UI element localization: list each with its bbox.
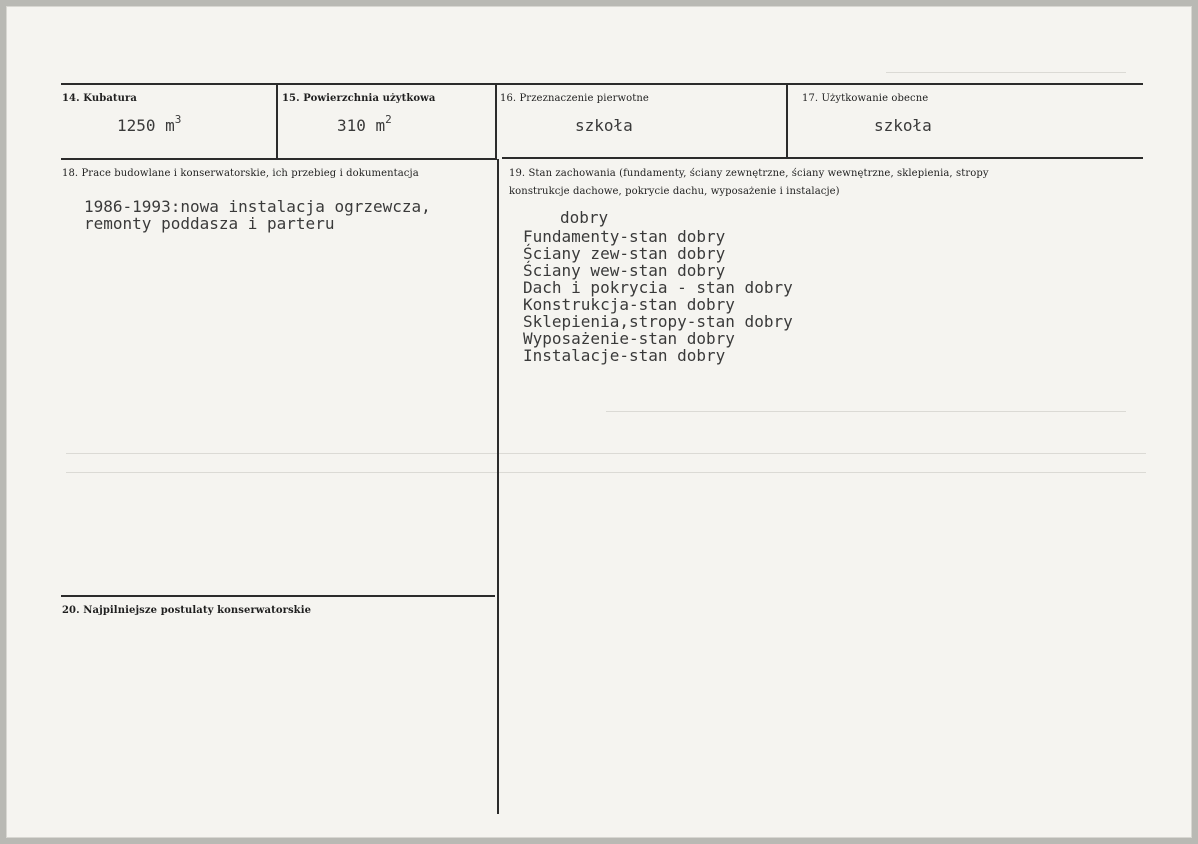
show-through-line bbox=[606, 411, 1126, 412]
field-19-line-3: Ściany wew-stan dobry bbox=[523, 261, 726, 280]
field-19-line-6: Sklepienia,stropy-stan dobry bbox=[523, 312, 793, 331]
field-17-value: szkoła bbox=[874, 116, 932, 135]
field-19-label-line-1: 19. Stan zachowania (fundamenty, ściany zewnętrzne, ściany wewnętrzne, sklepienia, stropy bbox=[509, 168, 989, 179]
field-20-label: 20. Najpilniejsze postulaty konserwatorskie bbox=[62, 605, 312, 616]
field-17-label: 17. Użytkowanie obecne bbox=[802, 93, 929, 104]
field-19-line-1: Fundamenty-stan dobry bbox=[523, 227, 726, 246]
field-18-label: 18. Prace budowlane i konserwatorskie, ich przebieg i dokumentacja bbox=[62, 168, 419, 179]
field-19-line-4: Dach i pokrycia - stan dobry bbox=[523, 278, 793, 297]
row1-divider-1 bbox=[276, 83, 278, 159]
field-15-label: 15. Powierzchnia użytkowa bbox=[282, 93, 436, 104]
field-19-summary: dobry bbox=[560, 208, 609, 227]
field-18-line-2: remonty poddasza i parteru bbox=[84, 214, 335, 233]
field-15-value: 310 $m^2$ bbox=[337, 113, 392, 135]
show-through-line bbox=[66, 472, 1146, 473]
show-through-line bbox=[886, 72, 1126, 73]
show-through-line bbox=[66, 453, 1146, 454]
record-card bbox=[6, 6, 1192, 838]
row1-divider-2 bbox=[495, 83, 497, 160]
field-18-line-1: 1986-1993:nowa instalacja ogrzewcza, bbox=[84, 197, 431, 216]
field-19-line-8: Instalacje-stan dobry bbox=[523, 346, 726, 365]
row1-bottom-rule-right bbox=[502, 157, 1143, 159]
row1-bottom-rule-left bbox=[61, 158, 496, 160]
field-19-line-7: Wyposażenie-stan dobry bbox=[523, 329, 735, 348]
top-rule bbox=[61, 83, 1143, 85]
main-column-divider bbox=[497, 159, 499, 814]
row1-divider-3 bbox=[786, 83, 788, 158]
field-19-line-2: Ściany zew-stan dobry bbox=[523, 244, 726, 263]
field-19-line-5: Konstrukcja-stan dobry bbox=[523, 295, 735, 314]
field-16-label: 16. Przeznaczenie pierwotne bbox=[500, 93, 649, 104]
field-16-value: szkoła bbox=[575, 116, 633, 135]
field-14-label: 14. Kubatura bbox=[62, 93, 137, 104]
field20-top-rule bbox=[61, 595, 495, 597]
field-14-value: 1250 $m^3$ bbox=[117, 113, 182, 135]
field-19-label-line-2: konstrukcje dachowe, pokrycie dachu, wyposażenie i instalacje) bbox=[509, 186, 840, 197]
